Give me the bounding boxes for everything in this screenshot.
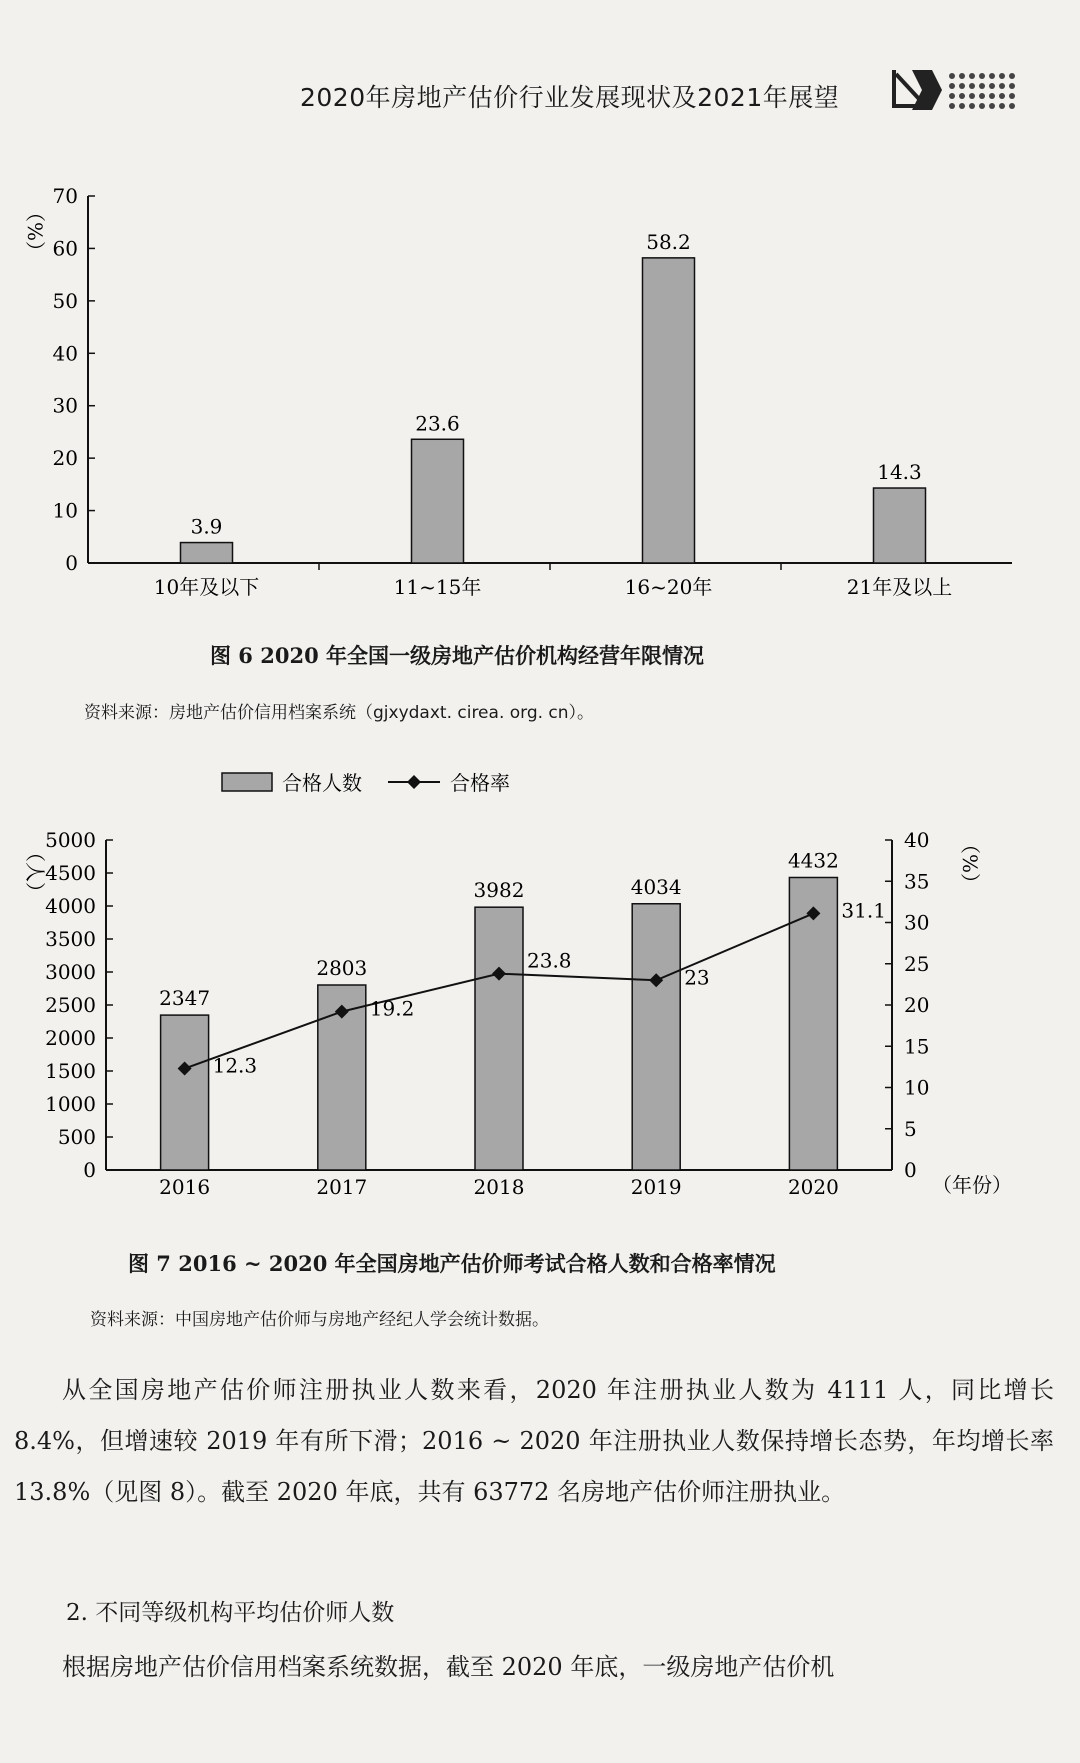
y-tick-label-left: 3000 <box>45 960 96 984</box>
data-label: 58.2 <box>646 229 691 254</box>
x-tick-label: 16~20年 <box>624 575 713 599</box>
x-tick-label: 2019 <box>630 1175 682 1199</box>
y-tick-label-left: 2000 <box>45 1026 96 1050</box>
rate-data-label: 19.2 <box>369 996 415 1021</box>
bar-data-label: 4432 <box>787 848 839 873</box>
y-tick-label-left: 1500 <box>45 1059 96 1083</box>
bar <box>412 439 464 563</box>
y-tick-label-right: 5 <box>904 1116 917 1141</box>
bar-data-label: 2803 <box>316 956 368 981</box>
y-tick-label-left: 500 <box>57 1125 96 1149</box>
bar <box>874 488 926 563</box>
x-tick-label: 21年及以上 <box>846 575 953 599</box>
x-tick-label: 2016 <box>159 1175 211 1199</box>
y-tick-label-left: 1000 <box>45 1092 96 1116</box>
x-tick-label: 2018 <box>473 1175 525 1199</box>
figure-6-caption: 图 6 2020 年全国一级房地产估价机构经营年限情况 <box>210 643 704 668</box>
x-tick-label: 2017 <box>316 1175 368 1199</box>
rate-data-label: 23 <box>684 965 710 990</box>
legend-line-marker <box>407 775 421 789</box>
y-tick-label-left: 0 <box>83 1158 96 1182</box>
paragraph-1-text: 从全国房地产估价师注册执业人数来看，2020 年注册执业人数为 4111 人，同比增长 8.4%，但增速较 2019 年有所下滑；2016 ~ 2020 年注册执业人数保持增长态势，年均增长率 13.8%（见图 8）。截至 2020 年底，共有 63772 名房地产估价师注册执业。 <box>14 1376 1054 1506</box>
x-axis-label: （年份） <box>932 1173 1012 1197</box>
data-label: 14.3 <box>877 460 922 485</box>
rate-data-label: 31.1 <box>841 898 886 923</box>
paragraph-2-text: 根据房地产估价信用档案系统数据，截至 2020 年底，一级房地产估价机 <box>62 1653 835 1681</box>
y-axis-unit-right: （%） <box>958 834 982 894</box>
y-tick-label: 10 <box>52 498 78 523</box>
legend-line-label: 合格率 <box>450 771 510 795</box>
y-tick-label: 20 <box>52 446 78 471</box>
y-tick-label-left: 4000 <box>45 894 96 918</box>
legend-bar-swatch <box>222 773 272 791</box>
y-tick-label: 60 <box>52 236 78 261</box>
bar <box>643 258 695 563</box>
bar-data-label: 2347 <box>159 986 211 1011</box>
y-tick-label: 30 <box>52 393 78 418</box>
y-tick-label-right: 0 <box>904 1158 917 1182</box>
x-tick-label: 2020 <box>787 1175 839 1199</box>
figure-6-source: 资料来源：房地产估价信用档案系统（gjxydaxt. cirea. org. cn）。 <box>84 703 595 723</box>
y-tick-label: 50 <box>52 288 78 313</box>
rate-data-label: 23.8 <box>527 948 572 973</box>
y-tick-label-left: 5000 <box>45 828 96 852</box>
figure-7-caption: 图 7 2016 ~ 2020 年全国房地产估价师考试合格人数和合格率情况 <box>128 1251 776 1276</box>
bar <box>632 904 680 1170</box>
figure-7-chart <box>0 760 1080 1224</box>
y-tick-label-right: 30 <box>904 910 930 935</box>
figure-6-chart <box>0 160 1080 614</box>
y-tick-label-left: 2500 <box>45 993 96 1017</box>
y-axis-unit-left: （人） <box>23 842 47 902</box>
bar-data-label: 4034 <box>630 874 682 899</box>
x-tick-label: 10年及以下 <box>153 575 260 599</box>
x-tick-label: 11~15年 <box>393 575 482 599</box>
y-tick-label-right: 10 <box>904 1075 930 1100</box>
bar-data-label: 3982 <box>473 878 525 903</box>
y-tick-label-right: 20 <box>904 993 930 1017</box>
header-arrow-icon <box>890 66 1040 116</box>
y-tick-label-left: 3500 <box>45 927 96 951</box>
y-tick-label-right: 25 <box>904 951 930 976</box>
y-tick-label-right: 35 <box>904 869 930 894</box>
subheading: 2. 不同等级机构平均估价师人数 <box>66 1600 395 1626</box>
y-tick-label: 0 <box>65 551 78 575</box>
legend-bar-label: 合格人数 <box>282 771 362 795</box>
y-tick-label-right: 15 <box>904 1034 930 1059</box>
rate-data-label: 12.3 <box>212 1053 258 1078</box>
data-label: 3.9 <box>190 514 223 539</box>
bar <box>475 907 523 1170</box>
y-tick-label-left: 4500 <box>45 861 96 885</box>
y-tick-label: 70 <box>52 184 78 208</box>
data-label: 23.6 <box>415 411 460 436</box>
bar <box>181 543 233 563</box>
running-header: 2020年房地产估价行业发展现状及2021年展望 <box>300 83 840 112</box>
figure-7-source: 资料来源：中国房地产估价师与房地产经纪人学会统计数据。 <box>90 1310 549 1330</box>
bar <box>161 1015 209 1170</box>
y-axis-unit: （%） <box>23 202 47 262</box>
y-tick-label: 40 <box>52 341 78 366</box>
body-paragraph-2 <box>14 1642 1054 1693</box>
body-paragraph-1 <box>14 1365 1054 1518</box>
y-tick-label-right: 40 <box>904 828 930 852</box>
